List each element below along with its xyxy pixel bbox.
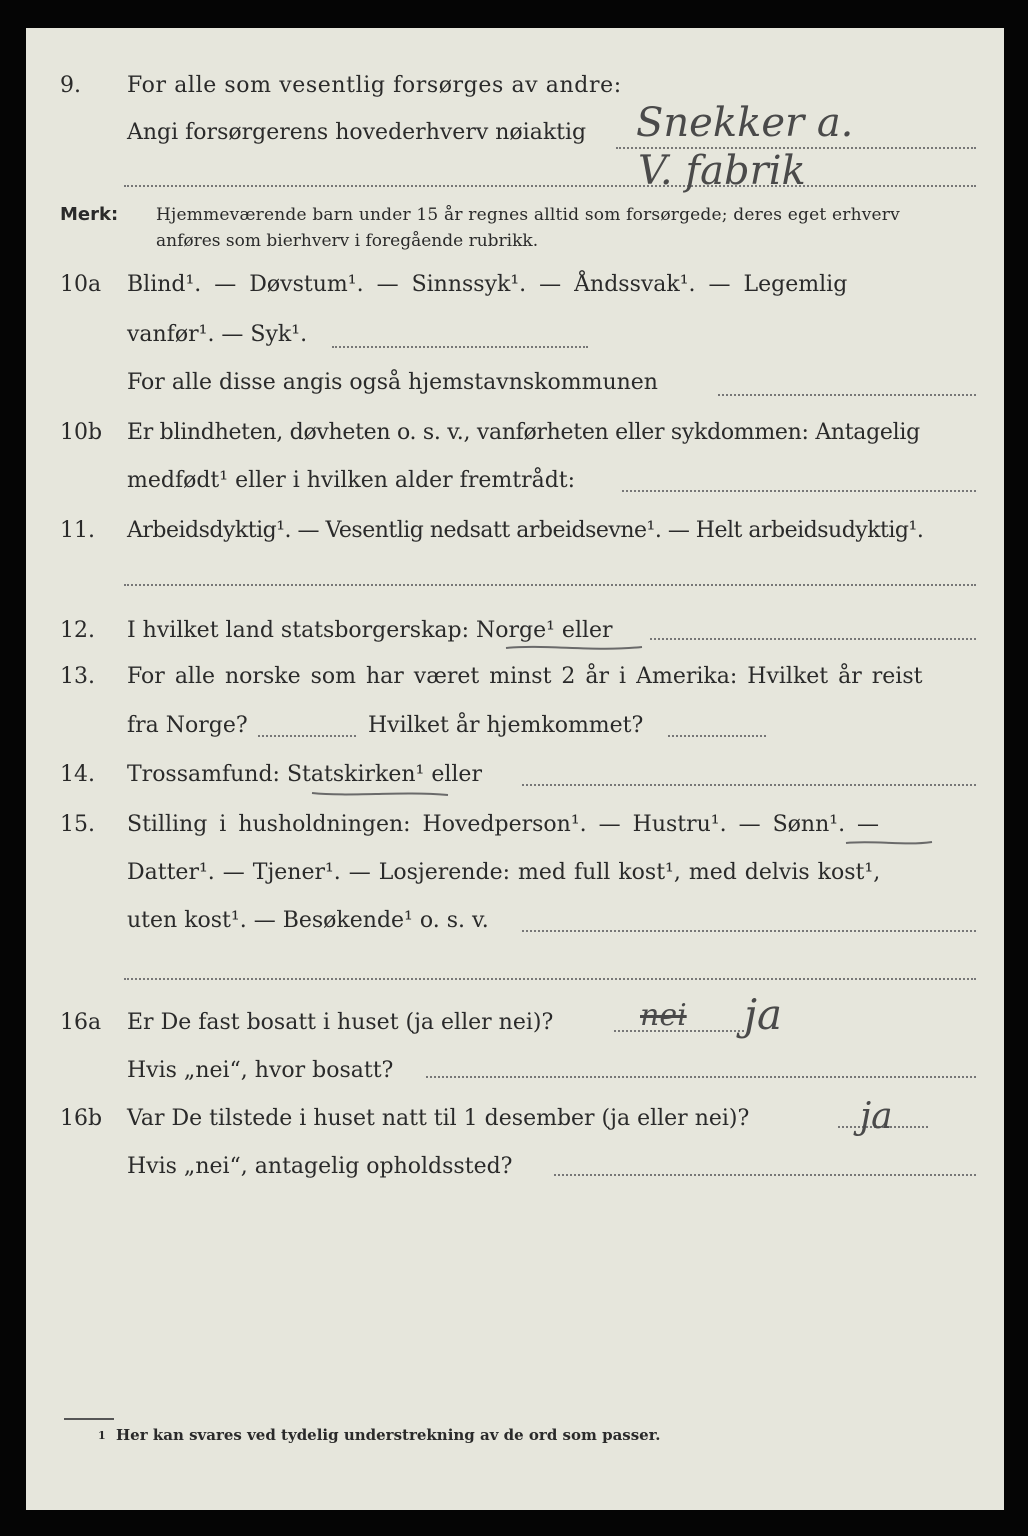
- q13-answer-line-hjemkommet: [668, 735, 766, 737]
- footnote-text: Her kan svares ved tydelig understrekning av de ord som passer.: [116, 1426, 661, 1444]
- q9-number: 9.: [60, 73, 81, 98]
- q16a-text2: Hvis „nei“, hvor bosatt?: [127, 1058, 394, 1083]
- q15-answer-line1: [522, 930, 976, 932]
- q9-handwritten-occupation: Snekker a.: [636, 100, 854, 146]
- q11-answer-line: [124, 584, 976, 586]
- q10b-text2: medfødt¹ eller i hvilken alder fremtrådt:: [127, 468, 576, 493]
- q16b-handwritten-answer: ja: [860, 1096, 893, 1137]
- q16a-handwritten-answer: ja: [744, 990, 783, 1039]
- q14-text1: Trossamfund: Statskirken¹ eller: [127, 762, 482, 787]
- q10b-text1: Er blindheten, døvheten o. s. v., vanførheten eller sykdommen: Antagelig: [127, 420, 920, 445]
- footnote-rule: [64, 1418, 114, 1420]
- q10a-text2: vanfør¹. — Syk¹.: [127, 322, 308, 347]
- q9-answer-line2: [124, 185, 976, 187]
- q15-number: 15.: [60, 812, 95, 837]
- merk-text1: Hjemmeværende barn under 15 år regnes alltid som forsørgede; deres eget erhverv: [156, 205, 900, 225]
- q10a-text3: For alle disse angis også hjemstavnskommunen: [127, 370, 658, 395]
- q16b-number: 16b: [60, 1106, 103, 1131]
- census-form-page: [26, 28, 1004, 1510]
- q13-answer-line-reist: [258, 735, 356, 737]
- q11-number: 11.: [60, 518, 95, 543]
- q9-text2: Angi forsørgerens hovederhverv nøiaktig: [127, 120, 587, 145]
- q15-text3: uten kost¹. — Besøkende¹ o. s. v.: [127, 908, 489, 933]
- q10a-text1: Blind¹. — Døvstum¹. — Sinnssyk¹. — Åndssvak¹. — Legemlig: [127, 272, 848, 297]
- q14-number: 14.: [60, 762, 95, 787]
- q14-handwritten-underline: [310, 788, 450, 800]
- q12-text1: I hvilket land statsborgerskap: Norge¹ eller: [127, 618, 613, 643]
- q16b-answer-line2: [554, 1174, 976, 1176]
- q13-number: 13.: [60, 664, 95, 689]
- q10a-number: 10a: [60, 272, 102, 297]
- q16a-answer-line2: [426, 1076, 976, 1078]
- q10b-answer-line: [622, 490, 976, 492]
- q13-text2a: fra Norge?: [127, 713, 248, 738]
- merk-label: Merk:: [60, 204, 119, 225]
- q11-text1: Arbeidsdyktig¹. — Vesentlig nedsatt arbeidsevne¹. — Helt arbeidsudyktig¹.: [127, 518, 924, 543]
- q13-text2b: Hvilket år hjemkommet?: [368, 713, 644, 738]
- q10a-answer-line2: [718, 394, 976, 396]
- q14-answer-line: [522, 784, 976, 786]
- footnote-mark: 1: [98, 1429, 106, 1442]
- q16a-number: 16a: [60, 1010, 102, 1035]
- q9-text1: For alle som vesentlig forsørges av andre:: [127, 73, 622, 98]
- q15-handwritten-underline: [844, 838, 934, 848]
- q9-handwritten-occupation-2: V. fabrik: [638, 148, 806, 194]
- q12-handwritten-underline: [504, 642, 644, 654]
- q10a-answer-line1: [332, 346, 588, 348]
- q15-text1: Stilling i husholdningen: Hovedperson¹. — Hustru¹. — Sønn¹. —: [127, 812, 880, 837]
- q10b-number: 10b: [60, 420, 103, 445]
- q16a-text1: Er De fast bosatt i huset (ja eller nei)?: [127, 1010, 554, 1035]
- q12-number: 12.: [60, 618, 95, 643]
- q16a-handwritten-struck: nei: [640, 998, 687, 1033]
- q15-answer-line2: [124, 978, 976, 980]
- q13-text1: For alle norske som har været minst 2 år i Amerika: Hvilket år reist: [127, 664, 923, 689]
- q16b-text2: Hvis „nei“, antagelig opholdssted?: [127, 1154, 513, 1179]
- q15-text2: Datter¹. — Tjener¹. — Losjerende: med full kost¹, med delvis kost¹,: [127, 860, 881, 885]
- q16b-text1: Var De tilstede i huset natt til 1 desember (ja eller nei)?: [127, 1106, 750, 1131]
- merk-text2: anføres som bierhverv i foregående rubrikk.: [156, 231, 539, 251]
- q12-answer-line: [650, 638, 976, 640]
